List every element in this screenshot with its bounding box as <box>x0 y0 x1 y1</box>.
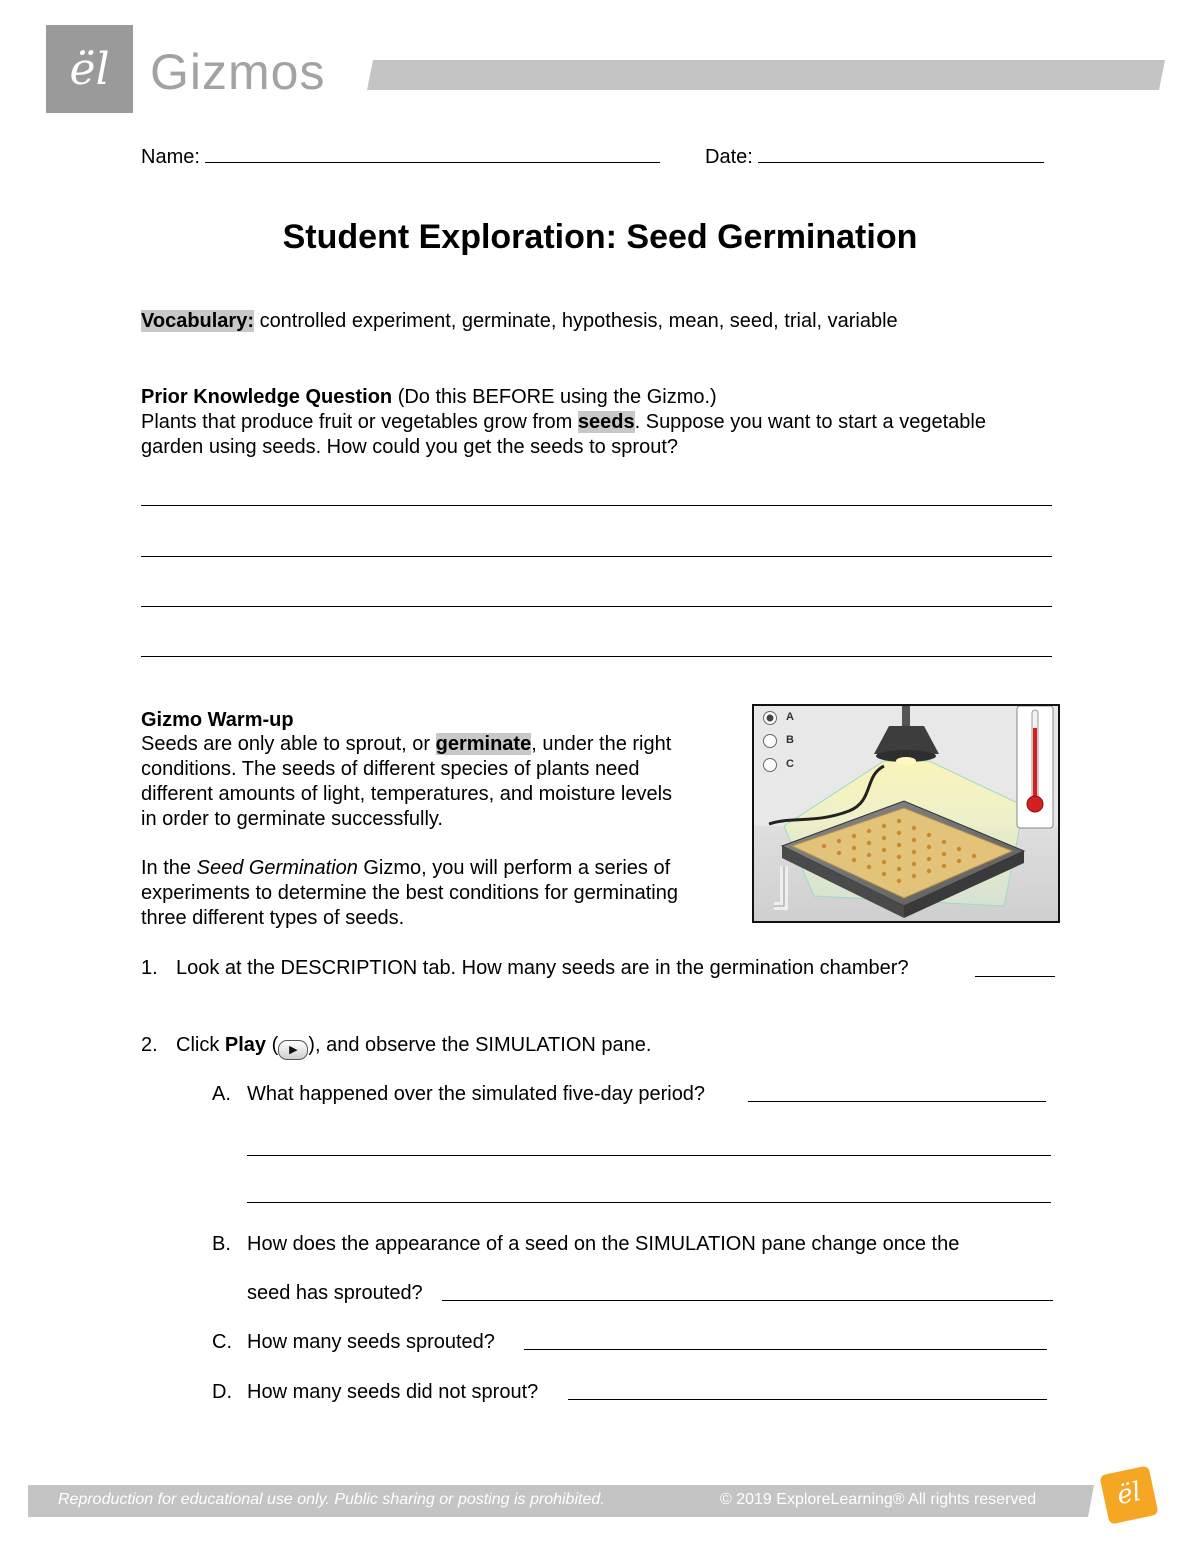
germination-chamber-image <box>752 704 1060 923</box>
q2-text: ( <box>271 1034 279 1056</box>
question-1-text: Look at the DESCRIPTION tab. How many seeds are in the germination chamber? <box>176 957 909 979</box>
question-2b-text-line2: seed has sprouted? <box>247 1282 423 1304</box>
question-2c-letter: C. <box>212 1331 232 1353</box>
answer-line[interactable] <box>141 606 1052 607</box>
warmup-line1 <box>141 732 671 756</box>
gizmo-name: Seed Germination <box>196 857 358 879</box>
play-label: Play <box>224 1034 267 1056</box>
warmup-text: Gizmo, you will perform a series of <box>363 857 671 879</box>
warmup-line3: different amounts of light, temperatures, and moisture levels <box>141 783 673 805</box>
q2-text: Click <box>176 1034 220 1056</box>
answer-line[interactable] <box>141 656 1052 657</box>
question-2-number: 2. <box>141 1034 158 1056</box>
prior-knowledge-note: (Do this BEFORE using the Gizmo.) <box>397 386 717 408</box>
question-2a-answer-line[interactable] <box>748 1101 1046 1102</box>
page-title: Student Exploration: Seed Germination <box>282 218 918 256</box>
prior-knowledge-heading: Prior Knowledge Question <box>141 386 393 408</box>
prior-knowledge-heading-line <box>141 385 717 409</box>
question-2a-letter: A. <box>212 1083 231 1105</box>
answer-line[interactable] <box>141 505 1052 506</box>
answer-line[interactable] <box>141 556 1052 557</box>
warmup-line4: in order to germinate successfully. <box>141 808 443 830</box>
name-label: Name: <box>141 146 200 168</box>
header-bar <box>367 60 1165 90</box>
vocabulary <box>141 309 898 333</box>
footer-copyright: © 2019 ExploreLearning® All rights reserved <box>720 1491 1037 1508</box>
warmup-line7: three different types of seeds. <box>141 907 405 929</box>
keyword-seeds: seeds <box>577 411 635 433</box>
pk-text-part1: Plants that produce fruit or vegetables grow from <box>141 411 573 433</box>
question-2-text <box>176 1033 651 1060</box>
question-1-answer-line[interactable] <box>975 976 1055 977</box>
question-2d-answer-line[interactable] <box>568 1399 1047 1400</box>
question-1-number: 1. <box>141 957 158 979</box>
keyword-germinate: germinate <box>435 733 532 755</box>
warmup-line2: conditions. The seeds of different species of plants need <box>141 758 640 780</box>
date-blank[interactable] <box>758 144 1044 163</box>
question-2c-text: How many seeds sprouted? <box>247 1331 495 1353</box>
footer-logo-glyph: ël <box>1114 1476 1144 1512</box>
option-c-label[interactable]: C <box>786 758 794 770</box>
q2-text: ), and observe the SIMULATION pane. <box>308 1034 652 1056</box>
logo-glyph: ël <box>69 43 110 95</box>
play-icon: ▶ <box>278 1040 308 1060</box>
question-2a-answer-line[interactable] <box>247 1202 1051 1203</box>
pk-text-part2: . Suppose you want to start a vegetable <box>634 411 986 433</box>
warmup-heading: Gizmo Warm-up <box>141 709 294 731</box>
brand-name: Gizmos <box>150 44 326 100</box>
option-a-label[interactable]: A <box>786 711 794 723</box>
warmup-text: In the <box>141 857 192 879</box>
question-2c-answer-line[interactable] <box>524 1349 1047 1350</box>
option-a-selected-dot <box>767 715 774 722</box>
prior-knowledge-text-line1 <box>141 410 986 434</box>
name-blank[interactable] <box>205 144 660 163</box>
question-2b-letter: B. <box>212 1233 231 1255</box>
prior-knowledge-text-line2: garden using seeds. How could you get the seeds to sprout? <box>141 436 679 458</box>
question-2d-text: How many seeds did not sprout? <box>247 1381 539 1403</box>
question-2d-letter: D. <box>212 1381 232 1403</box>
question-2b-answer-line[interactable] <box>442 1300 1053 1301</box>
germination-chamber-illustration <box>754 706 1058 921</box>
warmup-text: , under the right <box>531 733 672 755</box>
date-field[interactable] <box>705 144 1044 169</box>
name-field[interactable] <box>141 144 660 169</box>
vocabulary-terms: controlled experiment, germinate, hypothesis, mean, seed, trial, variable <box>259 310 898 332</box>
question-2a-answer-line[interactable] <box>247 1155 1051 1156</box>
date-label: Date: <box>705 146 753 168</box>
footer-reproduction-notice: Reproduction for educational use only. Public sharing or posting is prohibited. <box>58 1491 605 1508</box>
question-2b-text: How does the appearance of a seed on the SIMULATION pane change once the <box>247 1233 960 1255</box>
warmup-line6: experiments to determine the best conditions for germinating <box>141 882 678 904</box>
warmup-line5 <box>141 856 670 880</box>
option-b-label[interactable]: B <box>786 734 794 746</box>
question-2a-text: What happened over the simulated five-day period? <box>247 1083 706 1105</box>
warmup-text: Seeds are only able to sprout, or <box>141 733 431 755</box>
vocabulary-label: Vocabulary: <box>141 310 254 332</box>
